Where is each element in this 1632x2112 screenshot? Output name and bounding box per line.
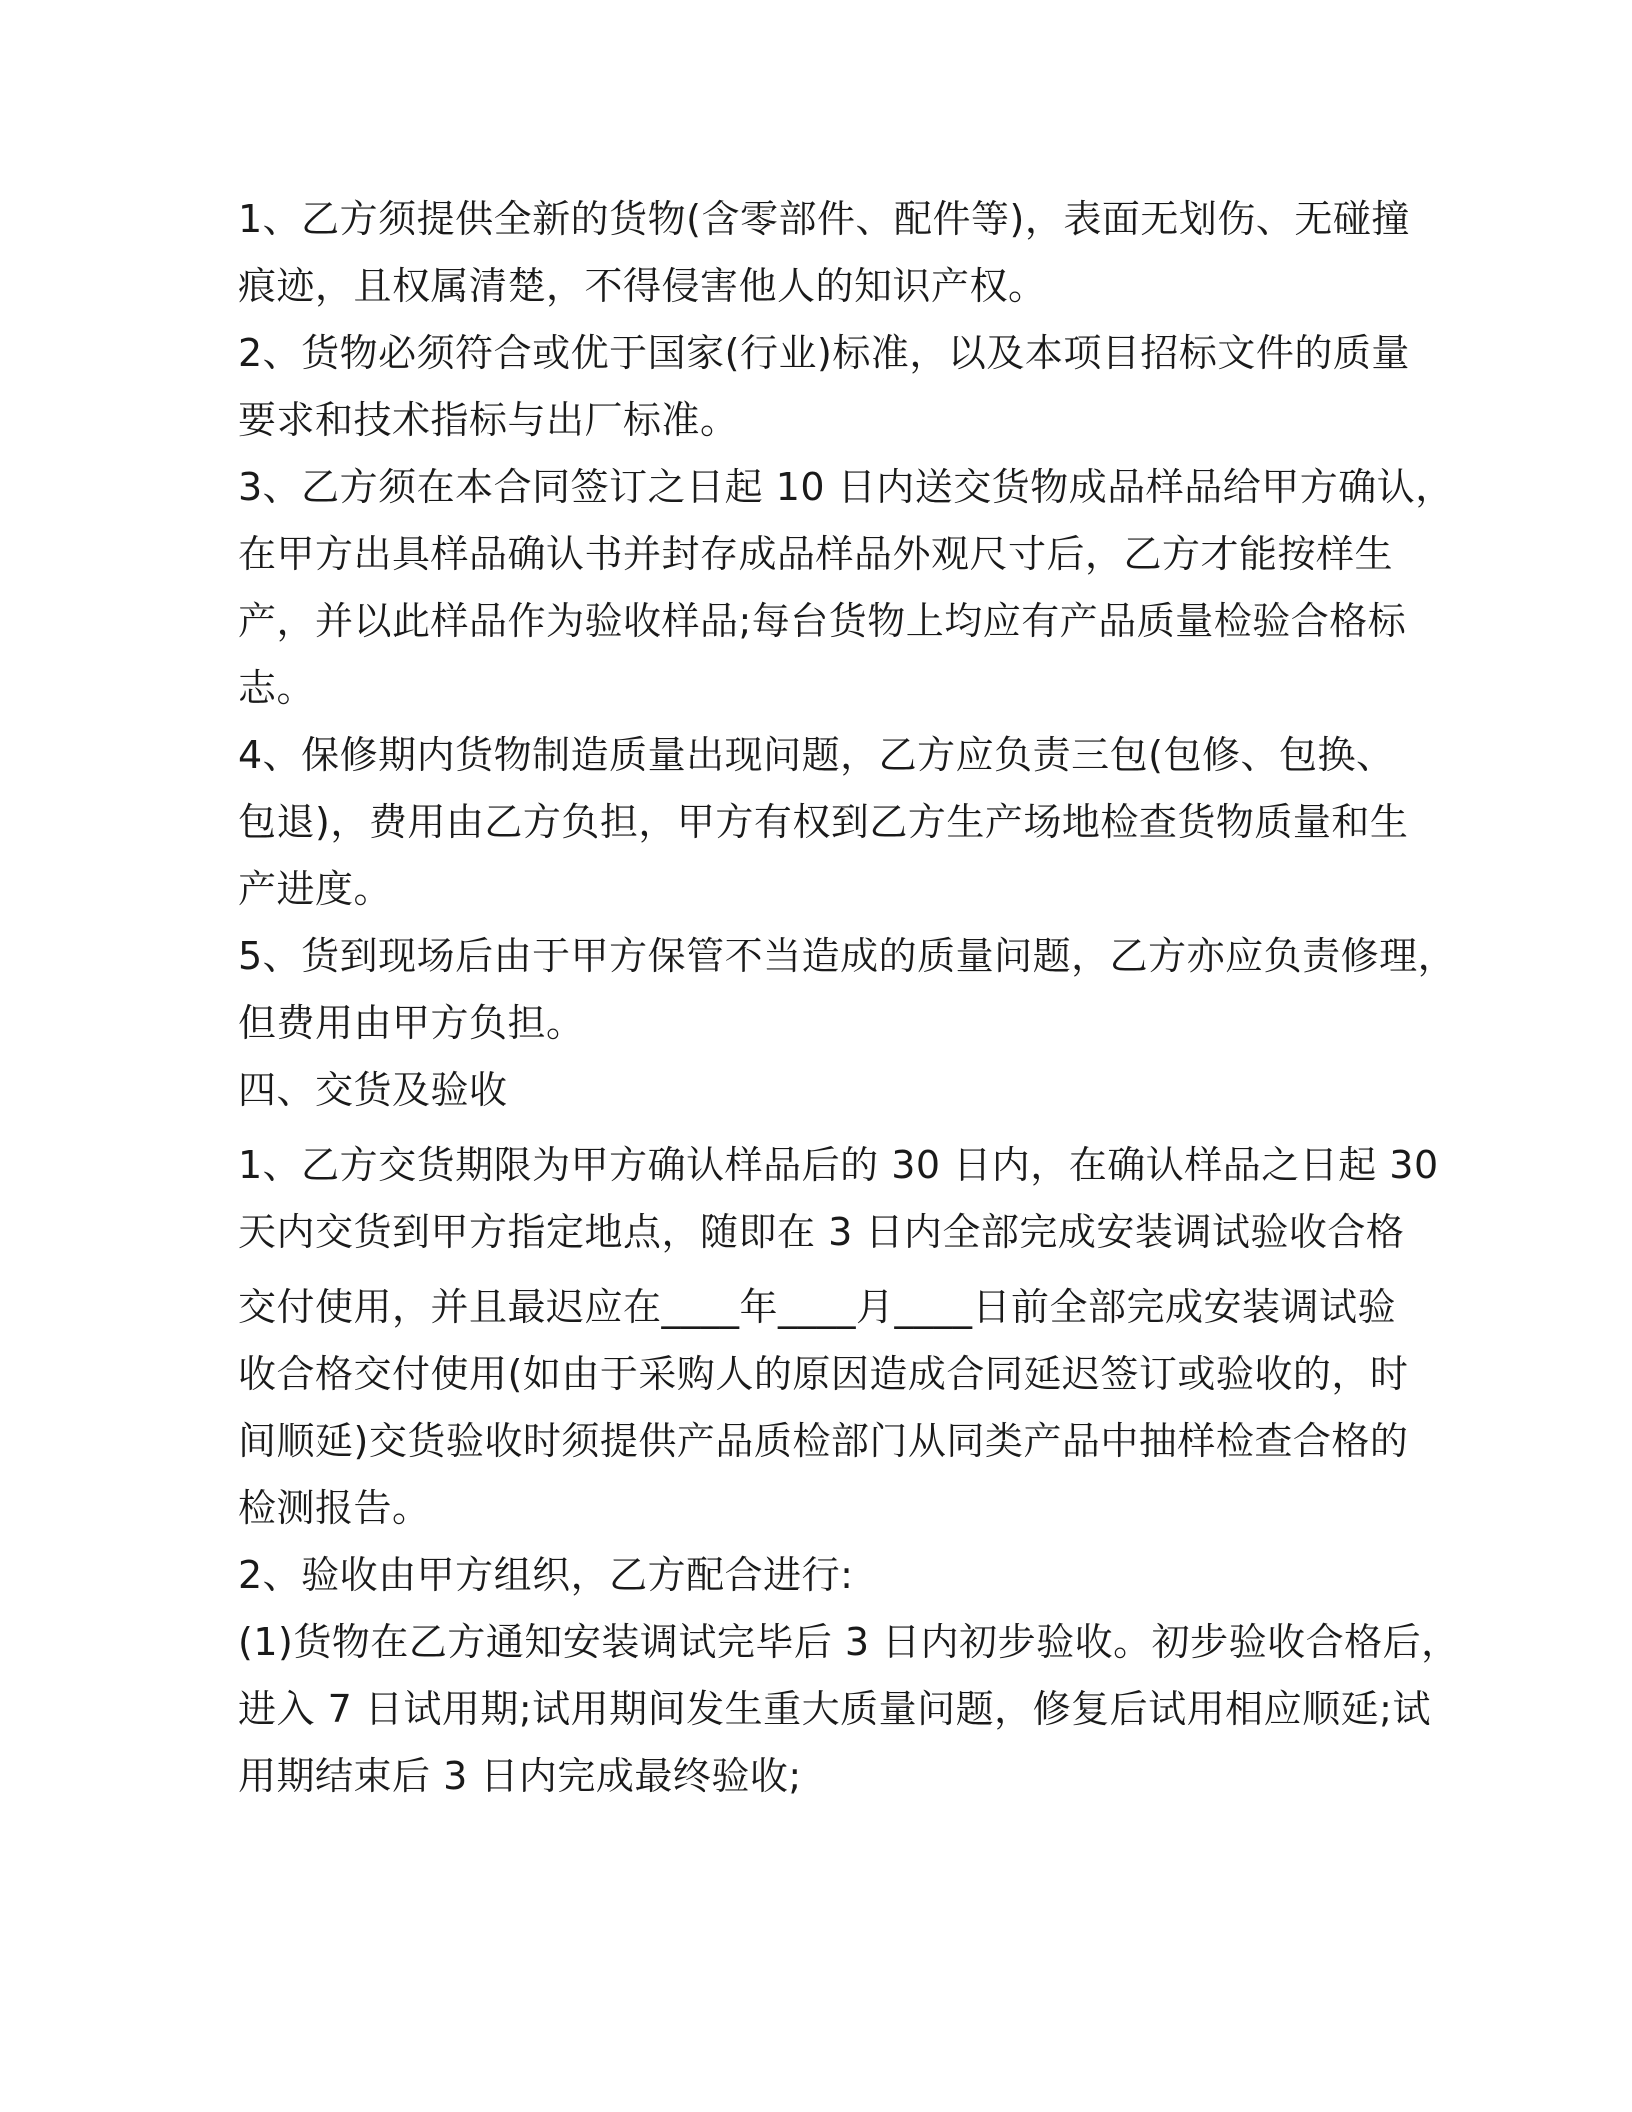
text-line: 志。 bbox=[238, 666, 316, 710]
text-line: 1、乙方须提供全新的货物(含零部件、配件等)，表面无划伤、无碰撞 bbox=[238, 197, 1410, 241]
text-line: 产进度。 bbox=[238, 867, 393, 911]
text-line: 产，并以此样品作为验收样品;每台货物上均应有产品质量检验合格标 bbox=[238, 599, 1407, 643]
document-body bbox=[238, 186, 1460, 1810]
text-line: 交付使用，并且最迟应在____年____月____日前全部完成安装调试验 bbox=[238, 1285, 1397, 1329]
text-line: (1)货物在乙方通知安装调试完毕后 3 日内初步验收。初步验收合格后， bbox=[238, 1620, 1460, 1664]
text-line: 间顺延)交货验收时须提供产品质检部门从同类产品中抽样检查合格的 bbox=[238, 1419, 1409, 1463]
text-line: 5、货到现场后由于甲方保管不当造成的质量问题，乙方亦应负责修理， bbox=[238, 934, 1457, 978]
text-line: 检测报告。 bbox=[238, 1486, 431, 1530]
text-line: 2、验收由甲方组织，乙方配合进行: bbox=[238, 1553, 854, 1597]
text-line: 但费用由甲方负担。 bbox=[238, 1001, 585, 1045]
text-line: 进入 7 日试用期;试用期间发生重大质量问题，修复后试用相应顺延;试 bbox=[238, 1687, 1431, 1731]
text-line: 3、乙方须在本合同签订之日起 10 日内送交货物成品样品给甲方确认， bbox=[238, 465, 1454, 509]
text-line: 收合格交付使用(如由于采购人的原因造成合同延迟签订或验收的，时 bbox=[238, 1352, 1409, 1396]
section-heading: 四、交货及验收 bbox=[238, 1068, 508, 1112]
text-line: 包退)，费用由乙方负担，甲方有权到乙方生产场地检查货物质量和生 bbox=[238, 800, 1409, 844]
text-line: 4、保修期内货物制造质量出现问题，乙方应负责三包(包修、包换、 bbox=[238, 733, 1395, 777]
text-line: 用期结束后 3 日内完成最终验收; bbox=[238, 1754, 802, 1798]
text-line: 痕迹，且权属清楚，不得侵害他人的知识产权。 bbox=[238, 264, 1047, 308]
text-line: 要求和技术指标与出厂标准。 bbox=[238, 398, 739, 442]
text-line: 天内交货到甲方指定地点，随即在 3 日内全部完成安装调试验收合格 bbox=[238, 1210, 1405, 1254]
text-line: 2、货物必须符合或优于国家(行业)标准，以及本项目招标文件的质量 bbox=[238, 331, 1410, 375]
text-line: 1、乙方交货期限为甲方确认样品后的 30 日内，在确认样品之日起 30 bbox=[238, 1143, 1439, 1187]
text-line: 在甲方出具样品确认书并封存成品样品外观尺寸后，乙方才能按样生 bbox=[238, 532, 1394, 576]
